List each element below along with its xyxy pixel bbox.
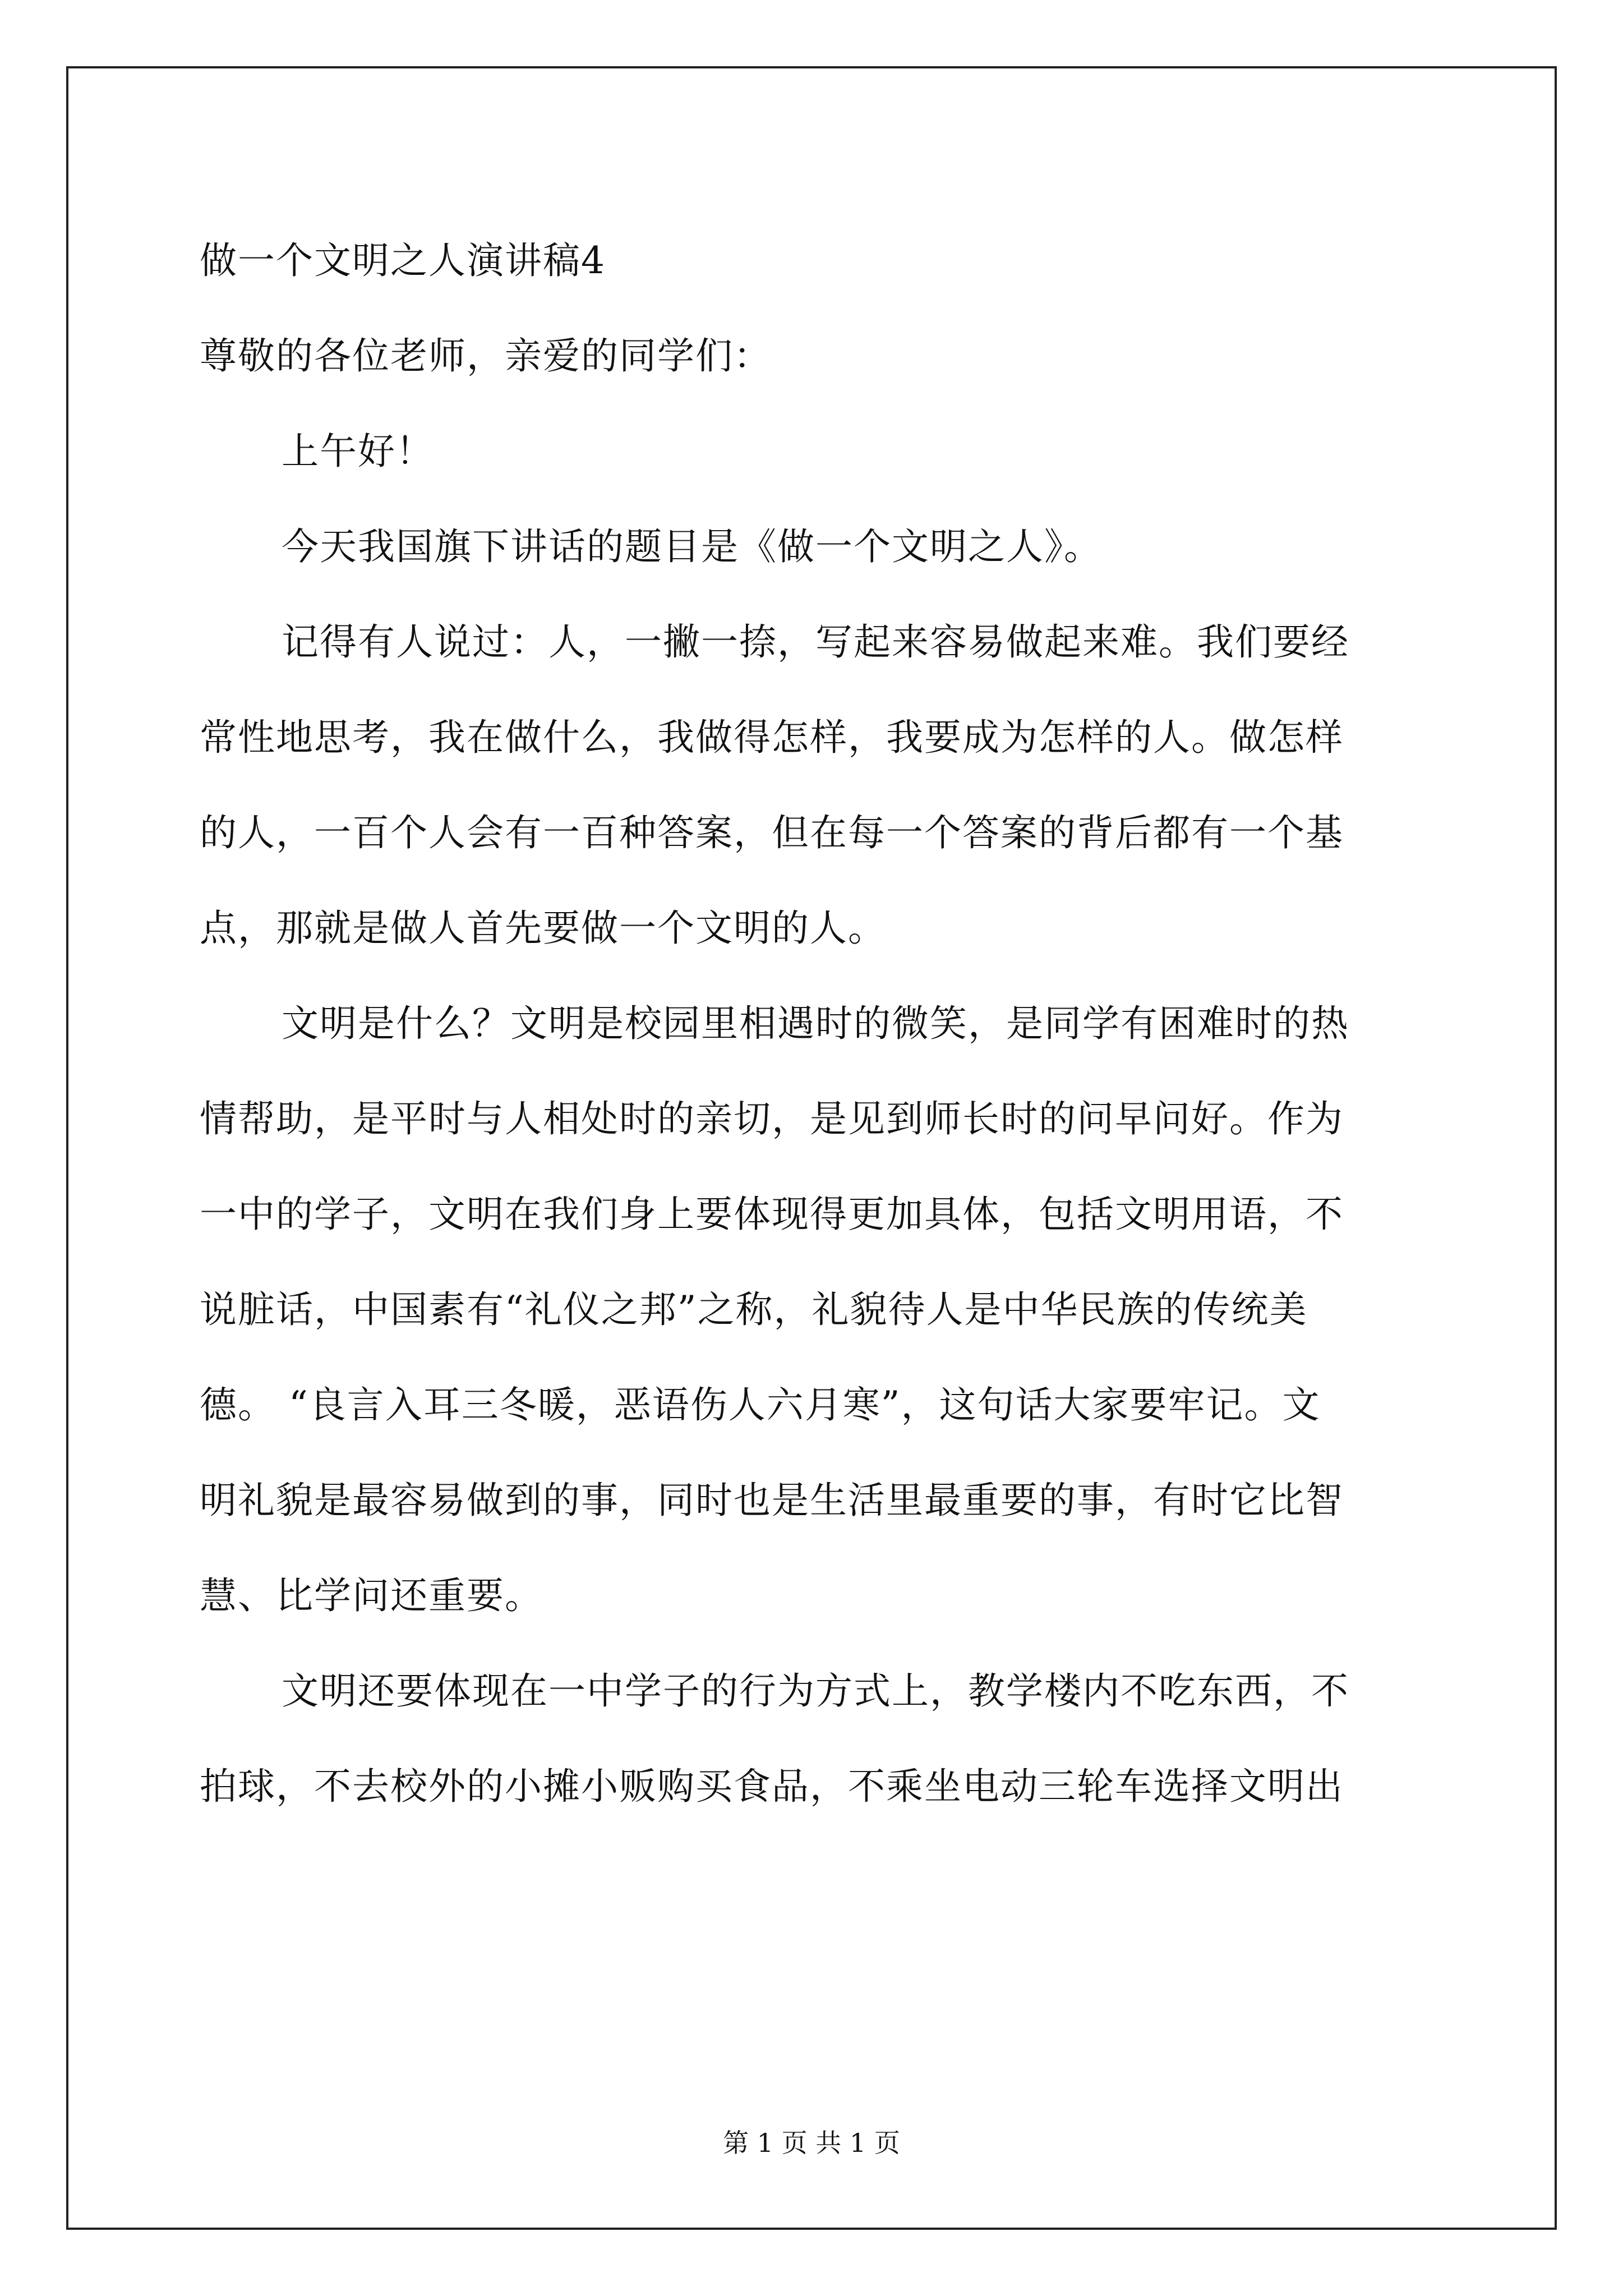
paragraph-line: 说脏话，中国素有“礼仪之邦”之称，礼貌待人是中华民族的传统美 — [200, 1288, 1308, 1331]
paragraph-line: 文明还要体现在一中学子的行为方式上，教学楼内不吃东西，不 — [282, 1669, 1349, 1713]
paragraph-line: 情帮助，是平时与人相处时的亲切，是见到师长时的问早问好。作为 — [200, 1097, 1344, 1140]
document-body — [200, 213, 1428, 1834]
paragraph-line: 德。 “良言入耳三冬暖，恶语伤人六月寒”，这句话大家要牢记。文 — [200, 1383, 1321, 1427]
document-title: 做一个文明之人演讲稿4 — [200, 239, 606, 282]
page-number: 第 1 页 共 1 页 — [723, 2128, 900, 2158]
paragraph-line: 一中的学子，文明在我们身上要体现得更加具体，包括文明用语，不 — [200, 1193, 1344, 1236]
paragraph-line: 慧、比学问还重要。 — [200, 1574, 543, 1617]
greeting: 上午好！ — [282, 430, 434, 473]
salutation: 尊敬的各位老师，亲爱的同学们： — [200, 334, 772, 378]
paragraph-line: 今天我国旗下讲话的题目是《做一个文明之人》。 — [282, 525, 1102, 568]
paragraph-line: 文明是什么？文明是校园里相遇时的微笑，是同学有困难时的热 — [282, 1002, 1349, 1045]
paragraph-line: 的人，一百个人会有一百种答案，但在每一个答案的背后都有一个基 — [200, 811, 1344, 854]
paragraph-line: 明礼貌是最容易做到的事，同时也是生活里最重要的事，有时它比智 — [200, 1479, 1344, 1522]
paragraph-line: 记得有人说过：人，一撇一捺，写起来容易做起来难。我们要经 — [282, 620, 1349, 664]
paragraph-line: 点，那就是做人首先要做一个文明的人。 — [200, 907, 886, 950]
paragraph-line: 拍球，不去校外的小摊小贩购买食品，不乘坐电动三轮车选择文明出 — [200, 1765, 1344, 1808]
paragraph-line: 常性地思考，我在做什么，我做得怎样，我要成为怎样的人。做怎样 — [200, 716, 1344, 759]
